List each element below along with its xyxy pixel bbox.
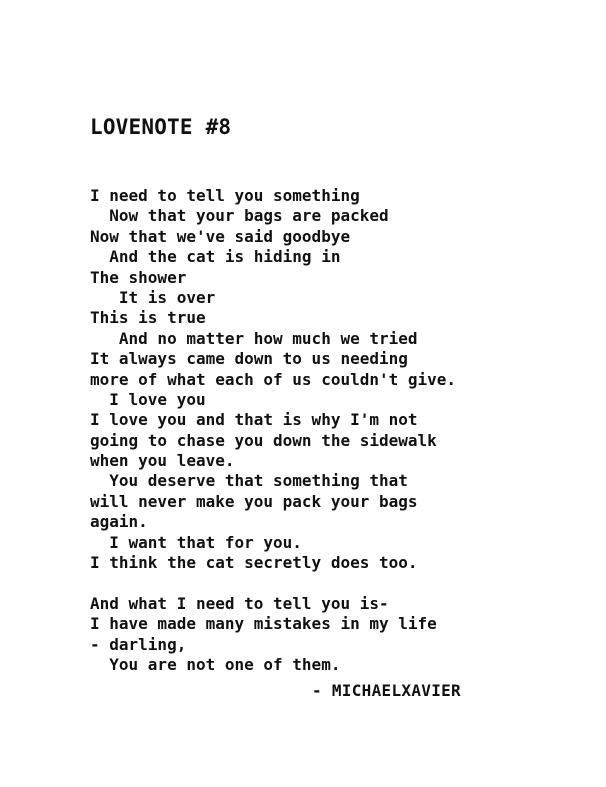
poem-line: And the cat is hiding in [90, 247, 341, 267]
poem-line: Now that your bags are packed [90, 206, 389, 226]
poem-line: I have made many mistakes in my life [90, 614, 437, 634]
poem-line: going to chase you down the sidewalk [90, 430, 437, 450]
poem-line: And what I need to tell you is- [90, 593, 389, 613]
poem-line: You are not one of them. [90, 654, 341, 674]
poem-line: I want that for you. [90, 532, 302, 552]
poem-line: I love you [90, 389, 206, 409]
poem-line: And no matter how much we tried [90, 328, 418, 348]
poem-line: when you leave. [90, 451, 235, 471]
poem-line: The shower [90, 267, 187, 287]
poem-line: again. [90, 512, 148, 532]
author-signature: - MICHAELXAVIER [312, 681, 461, 700]
poem-line: I think the cat secretly does too. [90, 553, 418, 573]
poem-line: - darling, [90, 634, 187, 654]
poem-line: more of what each of us couldn't give. [90, 369, 457, 389]
poem-line: It is over [90, 287, 216, 307]
poem-title: LOVENOTE #8 [90, 115, 232, 139]
poem-line: I need to tell you something [90, 186, 360, 205]
poem-line: will never make you pack your bags [90, 491, 418, 511]
poem-line: It always came down to us needing [90, 349, 408, 369]
poem-line: You deserve that something that [90, 471, 408, 491]
poem-line: I love you and that is why I'm not [90, 410, 418, 430]
stanza-break [90, 573, 590, 593]
poem-line: Now that we've said goodbye [90, 226, 351, 246]
poem-line: This is true [90, 308, 206, 328]
poem-body [90, 186, 590, 675]
